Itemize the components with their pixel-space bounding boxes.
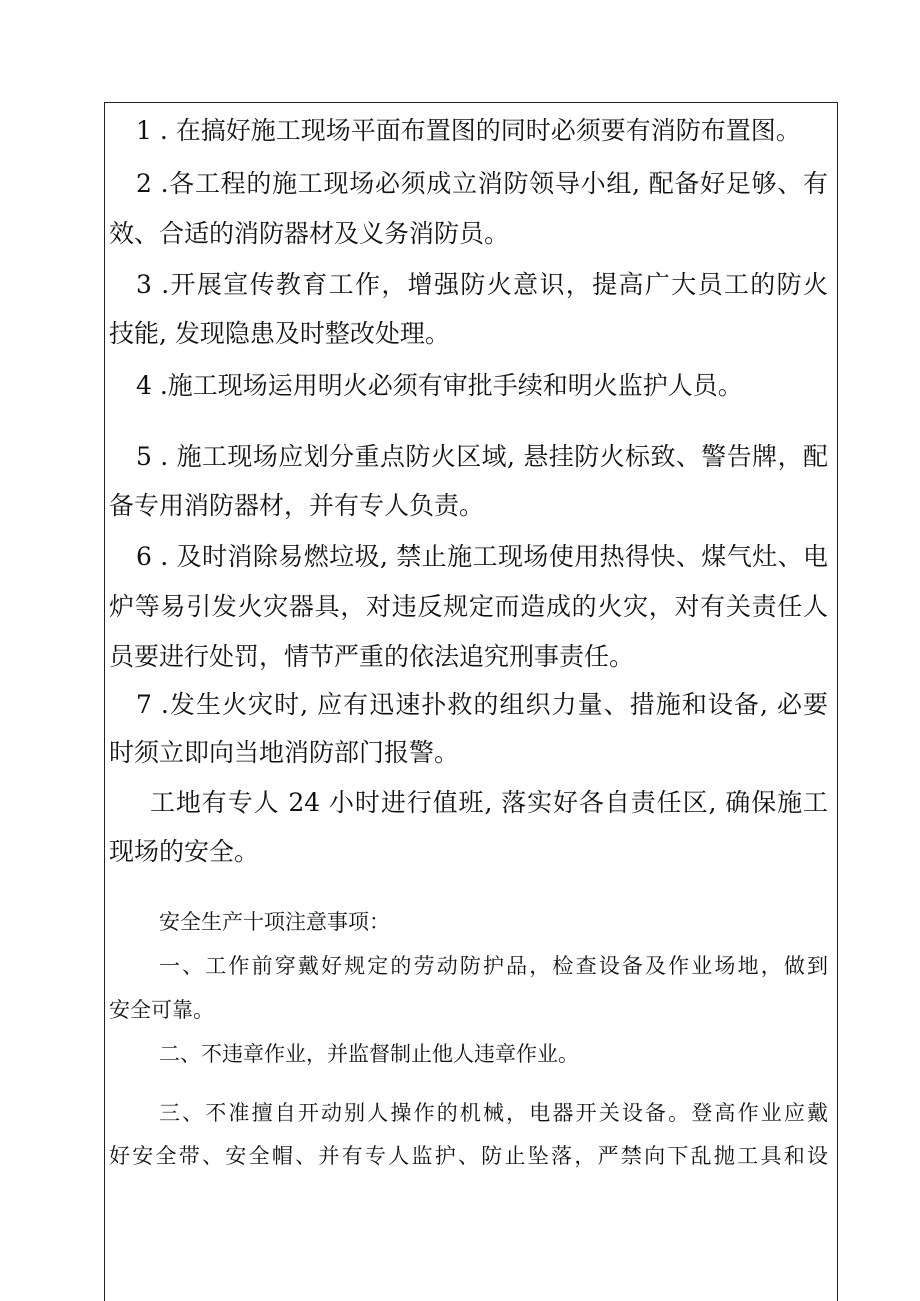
fire-rule-6-line-2: 炉等易引发火灾器具，对违反规定而造成的火灾，对有关责任人 <box>109 592 828 621</box>
safety-item-1-line-2: 安全可靠。 <box>109 998 214 1022</box>
fire-rule-7-line-1: 7 .发生火灾时, 应有迅速扑救的组织力量、措施和设备, 必要 <box>136 690 828 719</box>
fire-rule-2-line-2: 效、合适的消防器材及义务消防员。 <box>109 219 510 248</box>
fire-rule-6-line-1: 6 . 及时消除易燃垃圾, 禁止施工现场使用热得快、煤气灶、电 <box>136 542 828 571</box>
fire-rule-3-line-1: 3 .开展宣传教育工作，增强防火意识，提高广大员工的防火 <box>136 270 828 299</box>
fire-rule-3-line-2: 技能, 发现隐患及时整改处理。 <box>109 319 450 348</box>
fire-rule-6-line-3: 员要进行处罚，情节严重的依法追究刑事责任。 <box>109 642 635 671</box>
safety-item-1-line-1: 一、工作前穿戴好规定的劳动防护品，检查设备及作业场地，做到 <box>159 954 828 978</box>
duty-statement-line-2: 现场的安全。 <box>109 837 260 866</box>
fire-rule-5-line-2: 备专用消防器材，并有专人负责。 <box>109 491 485 520</box>
fire-rule-4: 4 .施工现场运用明火必须有审批手续和明火监护人员。 <box>136 371 743 400</box>
safety-heading: 安全生产十项注意事项： <box>159 910 390 934</box>
fire-rule-7-line-2: 时须立即向当地消防部门报警。 <box>109 738 460 767</box>
safety-item-2: 二、不违章作业，并监督制止他人违章作业。 <box>159 1042 579 1066</box>
duty-statement-line-1: 工地有专人 24 小时进行值班, 落实好各自责任区, 确保施工 <box>150 788 828 817</box>
fire-rule-1: 1 . 在搞好施工现场平面布置图的同时必须要有消防布置图。 <box>136 116 801 145</box>
fire-rule-5-line-1: 5 . 施工现场应划分重点防火区域, 悬挂防火标致、警告牌，配 <box>136 442 828 471</box>
safety-item-3-line-1: 三、不准擅自开动别人操作的机械，电器开关设备。登高作业应戴 <box>159 1101 828 1125</box>
fire-rule-2-line-1: 2 .各工程的施工现场必须成立消防领导小组, 配备好足够、有 <box>136 169 828 198</box>
safety-item-3-line-2: 好安全带、安全帽、并有专人监护、防止坠落，严禁向下乱抛工具和设 <box>109 1144 828 1168</box>
